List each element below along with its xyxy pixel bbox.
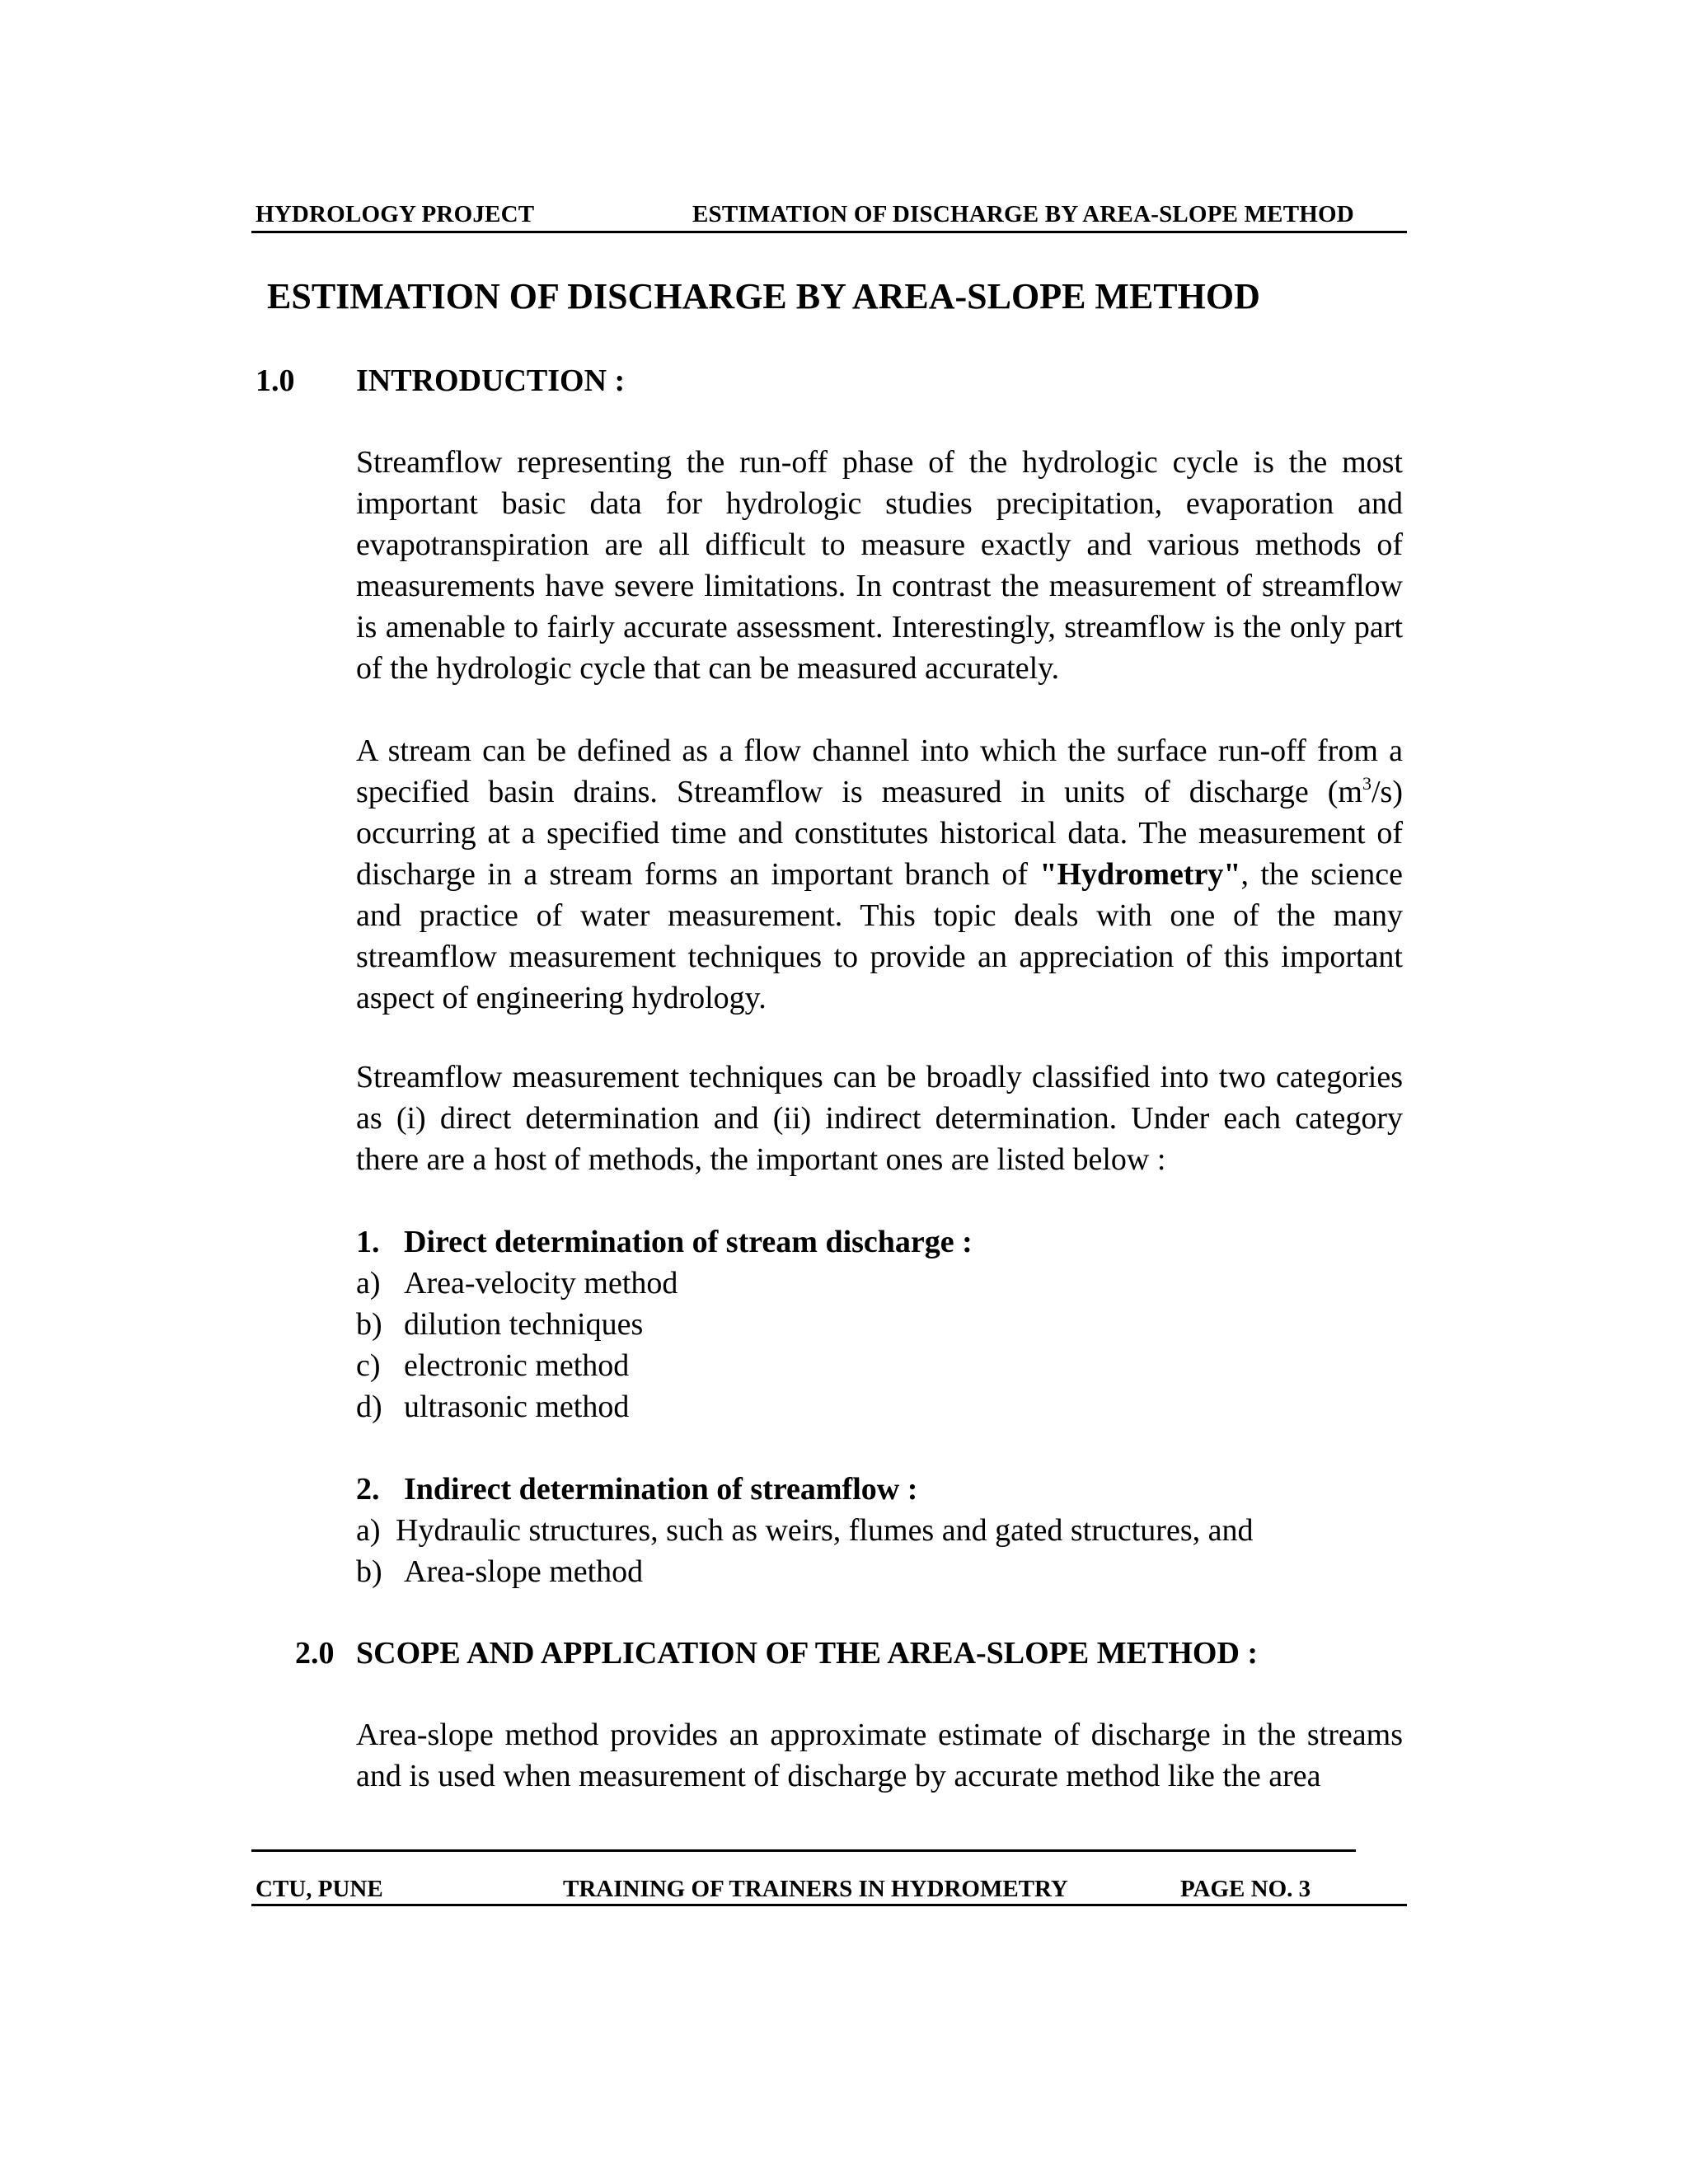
list-marker: 2. xyxy=(356,1472,380,1507)
section-1-number: 1.0 xyxy=(256,363,295,398)
list-item-text: Area-slope method xyxy=(404,1554,644,1589)
list-marker: a) xyxy=(356,1513,381,1548)
footer-course-title: TRAINING OF TRAINERS IN HYDROMETRY xyxy=(563,1876,1068,1902)
intro-paragraph-3: Streamflow measurement techniques can be broadly classified into two categories as (i) direct determination and (ii) indirect determination. Under each category there are a host of methods, the important ones are listed below : xyxy=(356,1060,1403,1177)
header-document-title: ESTIMATION OF DISCHARGE BY AREA-SLOPE METHOD xyxy=(692,201,1354,227)
indirect-methods-list xyxy=(356,1469,1253,1592)
list-item xyxy=(356,1345,973,1386)
list-heading-text: Indirect determination of streamflow : xyxy=(404,1472,918,1507)
section-2-number: 2.0 xyxy=(295,1636,335,1671)
list-item xyxy=(356,1510,1253,1551)
section-1-heading: INTRODUCTION : xyxy=(356,363,626,398)
list-item-text: Hydraulic structures, such as weirs, flumes and gated structures, and xyxy=(396,1513,1254,1548)
para2-text-1: A stream can be defined as a flow channel into which the surface run-off from a specified basin drains. Streamflow is measured in units of discharge (m xyxy=(356,733,1403,809)
list-marker: b) xyxy=(356,1307,382,1342)
superscript-3: 3 xyxy=(1362,773,1372,794)
direct-methods-list xyxy=(356,1221,973,1427)
list-marker: a) xyxy=(356,1266,381,1301)
list-item xyxy=(356,1551,1253,1592)
page-title: ESTIMATION OF DISCHARGE BY AREA-SLOPE METHOD xyxy=(267,276,1260,316)
list-heading-text: Direct determination of stream discharge : xyxy=(404,1225,973,1259)
footer-page-number: PAGE NO. 3 xyxy=(1180,1876,1311,1902)
footer-organization: CTU, PUNE xyxy=(256,1876,383,1902)
list-item xyxy=(356,1386,973,1427)
list-item-text: dilution techniques xyxy=(404,1307,644,1342)
list-marker: c) xyxy=(356,1348,381,1383)
list-heading xyxy=(356,1469,1253,1510)
list-item-text: Area-velocity method xyxy=(404,1266,678,1301)
list-marker: 1. xyxy=(356,1225,380,1259)
list-item-text: electronic method xyxy=(404,1348,630,1383)
list-marker: d) xyxy=(356,1390,382,1424)
list-heading xyxy=(356,1221,973,1263)
footer-rule-bottom xyxy=(251,1904,1407,1906)
section-2-heading: SCOPE AND APPLICATION OF THE AREA-SLOPE METHOD : xyxy=(356,1636,1259,1671)
scope-paragraph-1: Area-slope method provides an approximate estimate of discharge in the streams and is used when measurement of discharge by accurate method like the area xyxy=(356,1718,1403,1793)
header-project-name: HYDROLOGY PROJECT xyxy=(256,201,535,227)
para2-text-3: , the science and practice of water measurement. This topic deals with one of the many streamflow measurement techniques to provide an appreciation of this important aspect of engineering hydrology. xyxy=(356,857,1403,1015)
list-marker: b) xyxy=(356,1554,382,1589)
list-item xyxy=(356,1263,973,1304)
intro-paragraph-1: Streamflow representing the run-off phase of the hydrologic cycle is the most important basic data for hydrologic studies precipitation, evaporation and evapotranspiration are all difficult to measure exactly and various methods of measurements have severe limitations. In contrast the measurement of streamflow is amenable to fairly accurate assessment. Interestingly, streamflow is the only part of the hydrologic cycle that can be measured accurately. xyxy=(356,445,1403,686)
footer-rule-top xyxy=(251,1849,1356,1852)
header-rule xyxy=(251,231,1407,233)
hydrometry-term: "Hydrometry" xyxy=(1039,857,1241,892)
list-item-text: ultrasonic method xyxy=(404,1390,630,1424)
list-item xyxy=(356,1304,973,1345)
para2-text-2: /s) occurring at a specified time and constitutes historical data. The measurement of discharge in a stream forms an important branch of xyxy=(356,775,1403,892)
intro-paragraph-2 xyxy=(356,730,1403,1019)
